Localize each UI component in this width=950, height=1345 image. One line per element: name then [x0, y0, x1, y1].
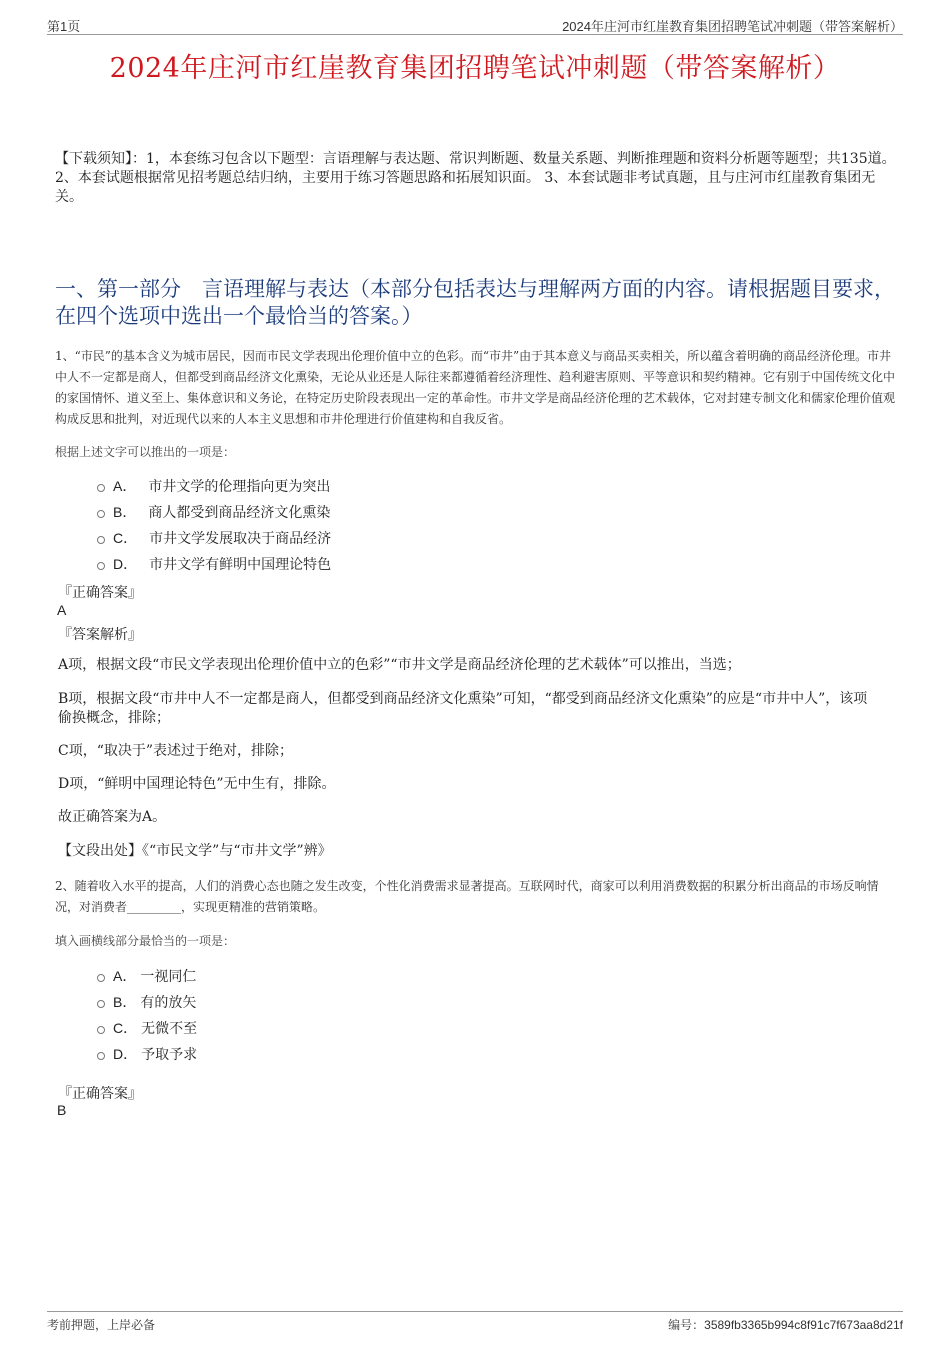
document-title: 2024年庄河市红崖教育集团招聘笔试冲刺题（带答案解析）: [109, 53, 841, 84]
question-1-option-d[interactable]: D． 市井文学有鲜明中国理论特色: [97, 554, 331, 574]
question-1-answer-label: 『正确答案』: [58, 585, 142, 601]
question-2-answer: B: [57, 1102, 67, 1118]
analysis-line-c: C项，“取决于”表述过于绝对，排除；: [58, 743, 294, 759]
radio-icon[interactable]: [97, 536, 105, 544]
question-2-option-c[interactable]: C． 无微不至: [97, 1018, 197, 1038]
download-notice: 【下载须知】：1，本套练习包含以下题型：言语理解与表达题、常识判断题、数量关系题、判断推理题和资料分析题等题型；共135道。 2、本套试题根据常见招考题总结归纳，主要用于练习答题思路和拓展知识面。 3、本套试题非考试真题，且与庄河市红崖教育集团无关。: [55, 151, 896, 205]
question-2-option-b[interactable]: B． 有的放矢: [97, 992, 196, 1012]
footer-slogan: 考前押题，上岸必备: [47, 1318, 156, 1332]
question-1-text: 1、“市民”的基本含义为城市居民，因而市民文学表现出伦理价值中立的色彩。而“市井”由于其本意义与商品买卖相关，所以蕴含着明确的商品经济伦理。市井中人不一定都是商人，但都受到商品经济文化熏染，无论从业还是人际往来都遵循着经济理性、趋利避害原则、平等意识和契约精神。它有别于中国传统文化中的家国情怀、道义至上、集体意识和义务论，在特定历史阶段表现出一定的革命性。市井文学是商品经济伦理的艺术载体，它对封建专制文化和儒家伦理价值观构成反思和批判，对近现代以来的人本主义思想和市井伦理进行价值建构和自我反省。: [55, 349, 896, 426]
question-1-option-c[interactable]: C． 市井文学发展取决于商品经济: [97, 528, 331, 548]
analysis-line-d: D项，“鲜明中国理论特色”无中生有，排除。: [58, 776, 336, 792]
radio-icon[interactable]: [97, 510, 105, 518]
page-number: 第1页: [47, 19, 81, 34]
question-1-option-b[interactable]: B． 商人都受到商品经济文化熏染: [97, 502, 330, 522]
question-1-prompt: 根据上述文字可以推出的一项是：: [55, 445, 236, 459]
section-heading: 一、第一部分 言语理解与表达（本部分包括表达与理解两方面的内容。请根据题目要求，在四个选项中选出一个最恰当的答案。）: [55, 277, 895, 328]
radio-icon[interactable]: [97, 1026, 105, 1034]
question-2-option-d[interactable]: D． 予取予求: [97, 1044, 197, 1064]
question-1-answer: A: [57, 602, 67, 618]
radio-icon[interactable]: [97, 1000, 105, 1008]
question-2-option-a[interactable]: A． 一视同仁: [97, 966, 196, 986]
question-2-answer-label: 『正确答案』: [58, 1086, 142, 1102]
analysis-line-b: B项，根据文段“市井中人不一定都是商人，但都受到商品经济文化熏染”可知，“都受到商品经济文化熏染”的应是“市井中人”，该项偷换概念，排除；: [58, 691, 868, 726]
question-2-prompt: 填入画横线部分最恰当的一项是：: [55, 934, 236, 948]
page-header: [47, 14, 903, 35]
footer-serial: 编号：3589fb3365b994c8f91c7f673aa8d21f: [668, 1318, 903, 1332]
header-doc-title: 2024年庄河市红崖教育集团招聘笔试冲刺题（带答案解析）: [562, 19, 903, 34]
radio-icon[interactable]: [97, 974, 105, 982]
question-2-text: 2、随着收入水平的提高，人们的消费心态也随之发生改变，个性化消费需求显著提高。互联网时代，商家可以利用消费数据的积累分析出商品的市场反响情况，对消费者_________，实现更精准的营销策略。: [55, 879, 879, 914]
question-1-source: 【文段出处】《“市民文学”与“市井文学”辨》: [58, 843, 332, 859]
page-footer: [47, 1311, 903, 1336]
radio-icon[interactable]: [97, 1052, 105, 1060]
analysis-line-a: A项，根据文段“市民文学表现出伦理价值中立的色彩”“市井文学是商品经济伦理的艺术载体”可以推出，当选；: [58, 657, 741, 673]
radio-icon[interactable]: [97, 484, 105, 492]
radio-icon[interactable]: [97, 562, 105, 570]
analysis-conclusion: 故正确答案为A。: [58, 809, 167, 825]
question-1-option-a[interactable]: A． 市井文学的伦理指向更为突出: [97, 476, 330, 496]
question-1-analysis-label: 『答案解析』: [58, 627, 142, 643]
